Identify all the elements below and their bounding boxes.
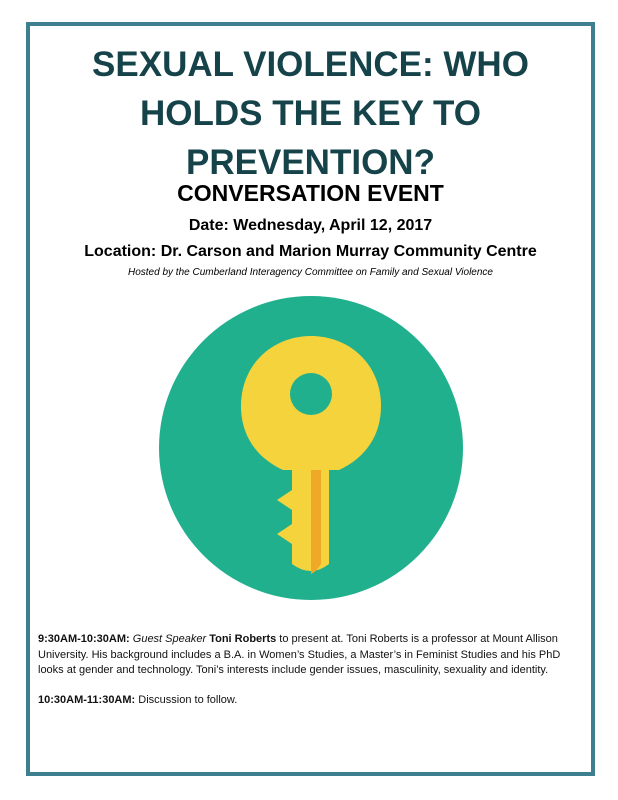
key-icon [159,296,464,601]
event-subtitle: CONVERSATION EVENT [177,180,444,206]
key-hole [290,373,332,415]
discussion-text: Discussion to follow. [138,693,238,706]
hosted-by: Hosted by the Cumberland Interagency Committee on Family and Sexual Violence [127,267,493,278]
title-line-1: SEXUAL VIOLENCE: WHO [92,45,529,84]
schedule [38,632,583,722]
speaker-name: Toni Roberts [209,633,277,645]
key-shaft-stripe [311,468,321,574]
schedule-time-1: 9:30AM-10:30AM: [38,633,130,645]
speaker-role: Guest Speaker [132,633,207,645]
event-date: Date: Wednesday, April 12, 2017 [188,217,433,234]
poster-title [30,40,591,187]
schedule-time-2: 10:30AM-11:30AM: [38,693,136,706]
schedule-item-discussion [38,693,583,709]
schedule-item-speaker [38,632,583,679]
event-location: Location: Dr. Carson and Marion Murray Community Centre [84,243,537,260]
title-line-3: PREVENTION? [186,143,435,182]
key-illustration [159,296,464,606]
title-line-2: HOLDS THE KEY TO [140,94,481,133]
speaker-description: to present at. Toni Roberts is a professor at Mount Allison University. His background includes a B.A. in Women’s Studies, a Master’s in Feminist Studies and his PhD looks at gender and technology. Toni’s interests include gender issues, masculinity, sexuality and identity. [38,633,561,676]
poster-frame [26,22,595,776]
